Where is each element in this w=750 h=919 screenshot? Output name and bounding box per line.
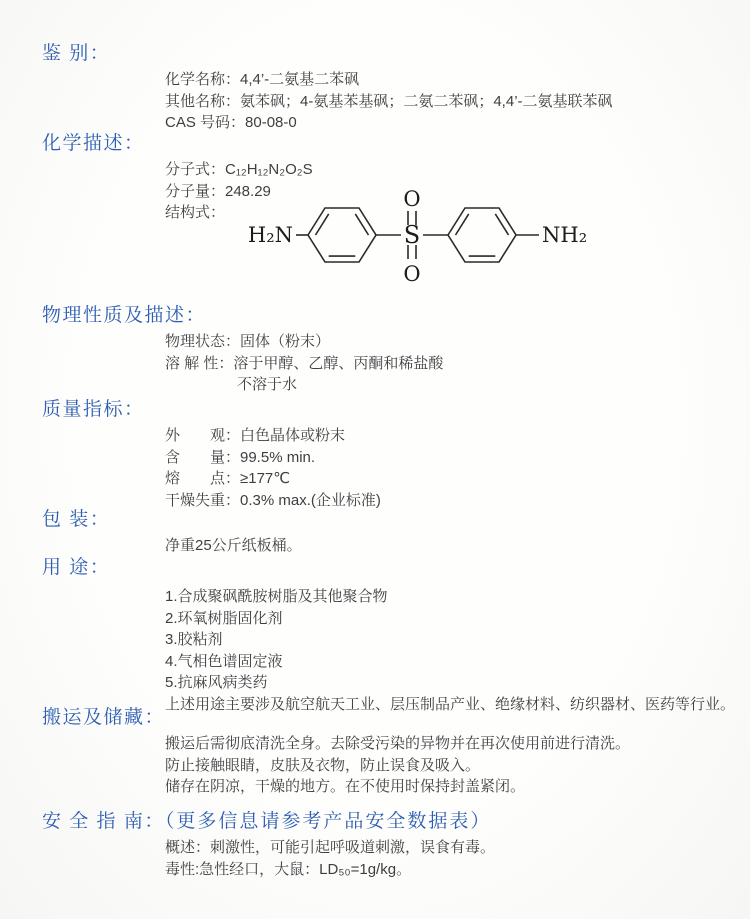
application-item-5: 5.抗麻风病类药 xyxy=(165,674,268,691)
molecular-formula-line: 分子式：C₁₂H₁₂N₂O₂S xyxy=(165,161,313,178)
structure-oxygen-top-label: O xyxy=(403,190,421,211)
packaging-content xyxy=(165,535,744,557)
section-handling-storage xyxy=(42,706,744,798)
application-item-2: 2.环氧树脂固化剂 xyxy=(165,609,283,627)
safety-overview-line: 概述：刺激性，可能引起呼吸道刺激，误食有毒。 xyxy=(165,839,496,856)
section-physical-properties xyxy=(42,304,744,396)
melting-point-line: 熔 点：≥177℃ xyxy=(165,470,291,487)
structure-left-amine-label: H₂N xyxy=(247,223,293,247)
structure-label-line: 结构式： xyxy=(165,204,226,221)
other-names-line: 其他名称：氨苯砜；4-氨基苯基砜；二氨二苯砜；4,4’-二氨基联苯砜 xyxy=(165,92,613,110)
handling-line-3: 储存在阴凉，干燥的地方。在不使用时保持封盖紧闭。 xyxy=(165,778,526,795)
benzene-ring-left xyxy=(308,208,376,262)
structure-sulfur-label: S xyxy=(403,221,421,249)
physical-state-line: 物理状态：固体（粉末） xyxy=(165,333,331,350)
section-chemical-description xyxy=(42,132,744,286)
structure-formula-diagram xyxy=(237,190,615,286)
solubility-continuation-line: 不溶于水 xyxy=(237,376,298,393)
section-heading-packaging: 包 装： xyxy=(42,509,111,530)
section-identification xyxy=(42,42,744,134)
section-heading-handling-storage: 搬运及储藏： xyxy=(42,707,166,728)
identification-content xyxy=(165,69,744,134)
safety-guide-note: （更多信息请参考产品安全数据表） xyxy=(164,811,492,832)
applications-content xyxy=(165,586,744,715)
safety-guide-title: 安 全 指 南： xyxy=(42,811,165,832)
section-heading-quality-specs: 质量指标： xyxy=(42,399,145,420)
physical-properties-content xyxy=(165,331,744,396)
application-item-4: 4.气相色谱固定液 xyxy=(165,652,283,670)
handling-line-2: 防止接触眼睛，皮肤及衣物，防止误食及吸入。 xyxy=(165,756,481,774)
packaging-line: 净重25公斤纸板桶。 xyxy=(165,537,302,554)
cas-number-line: CAS 号码：80-08-0 xyxy=(165,114,297,131)
section-heading-chemical-description: 化学描述： xyxy=(42,133,145,154)
section-quality-specs xyxy=(42,398,744,511)
section-applications xyxy=(42,556,744,715)
assay-line: 含 量：99.5% min. xyxy=(165,448,316,466)
application-item-1: 1.合成聚砜酰胺树脂及其他聚合物 xyxy=(165,588,388,605)
application-industries-line: 上述用途主要涉及航空航天工业、层压制品产业、绝缘材料、纺织器材、医药等行业。 xyxy=(165,695,736,713)
section-heading-applications: 用 途： xyxy=(42,557,111,578)
structure-right-amine-label: NH₂ xyxy=(542,223,588,247)
loss-on-drying-line: 干燥失重：0.3% max.(企业标准) xyxy=(165,491,381,509)
benzene-ring-right xyxy=(448,208,516,262)
application-item-3: 3.胶粘剂 xyxy=(165,631,223,648)
safety-guide-content xyxy=(165,837,744,880)
toxicity-line: 毒性:急性经口，大鼠：LD₅₀=1g/kg。 xyxy=(165,860,412,878)
chemical-name-line: 化学名称：4,4’-二氨基二苯砜 xyxy=(165,71,360,88)
handling-storage-content xyxy=(165,733,744,798)
handling-line-1: 搬运后需彻底清洗全身。去除受污染的异物并在再次使用前进行清洗。 xyxy=(165,735,631,752)
molecular-weight-line: 分子量：248.29 xyxy=(165,182,271,200)
appearance-line: 外 观：白色晶体或粉末 xyxy=(165,427,346,444)
section-packaging xyxy=(42,508,744,557)
structure-oxygen-bottom-label: O xyxy=(403,262,421,286)
section-safety-guide xyxy=(42,810,744,880)
solubility-line: 溶 解 性：溶于甲醇、乙醇、丙酮和稀盐酸 xyxy=(165,354,444,372)
section-heading-identification: 鉴 别： xyxy=(42,43,111,64)
section-heading-physical-properties: 物理性质及描述： xyxy=(42,305,207,326)
section-heading-safety-guide xyxy=(42,810,744,834)
structure-formula-svg xyxy=(237,190,615,286)
quality-specs-content xyxy=(165,425,744,511)
